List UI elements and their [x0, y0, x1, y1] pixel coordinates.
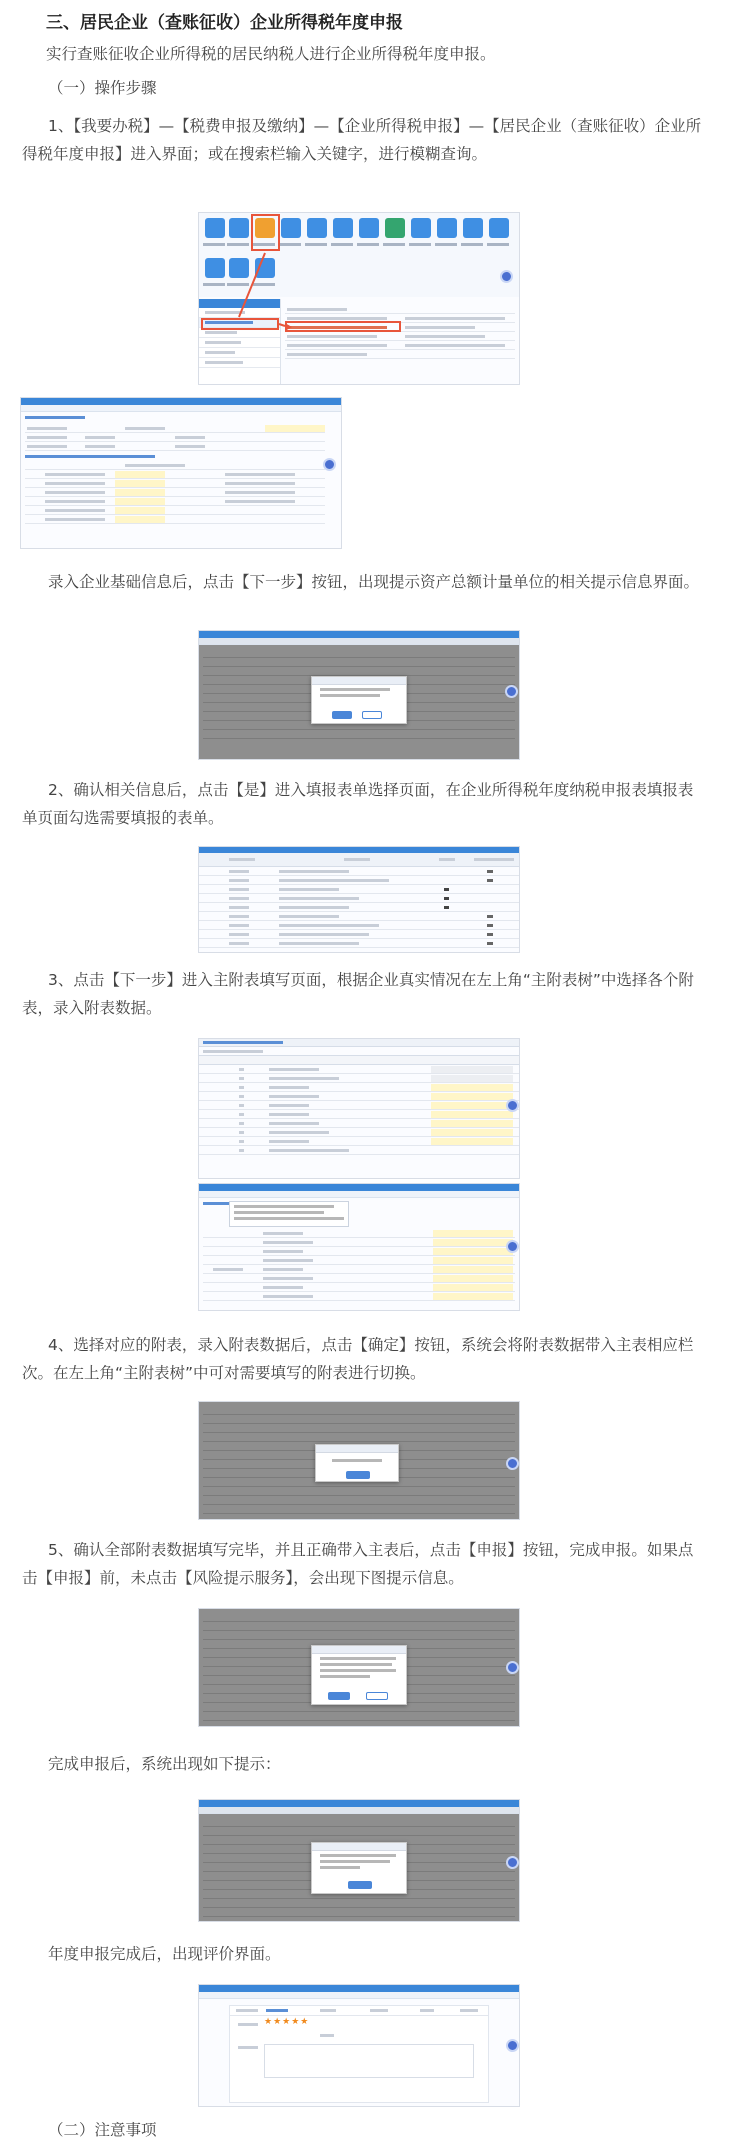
floating-assistant-icon	[506, 1661, 519, 1674]
floating-assistant-icon	[506, 1240, 519, 1253]
arrow-annotation	[199, 213, 520, 385]
evaluation-panel	[229, 2005, 489, 2103]
rating-stars-icon[interactable]: ★★★★★	[264, 2017, 310, 2027]
yes-button[interactable]	[332, 711, 352, 719]
done1-paragraph: 完成申报后，系统出现如下提示：	[48, 1755, 281, 1773]
no-button[interactable]	[362, 711, 382, 719]
screenshot-attached-table	[198, 1038, 520, 1179]
step2-paragraph: 2、确认相关信息后，点击【是】进入填报表单选择页面，在企业所得税年度纳税申报表填报表单页面勾选需要填报的表单。	[22, 781, 694, 827]
ok-button[interactable]	[348, 1881, 372, 1889]
risk-service-button[interactable]	[328, 1692, 350, 1700]
breadcrumb	[21, 405, 341, 412]
completion-dialog	[311, 1842, 407, 1894]
asset-unit-dialog	[311, 676, 407, 724]
screenshot-completion-prompt	[198, 1799, 520, 1922]
step4-paragraph: 4、选择对应的附表，录入附表数据后，点击【确定】按钮，系统会将附表数据带入主表相应栏次。在左上角“主附表树”中可对需要填写的附表进行切换。	[22, 1336, 694, 1382]
screenshot-basic-info-form	[20, 397, 342, 549]
step5-paragraph: 5、确认全部附表数据填写完毕，并且正确带入主表后，点击【申报】按钮，完成申报。如果点击【申报】前，未点击【风险提示服务】，会出现下图提示信息。	[22, 1541, 694, 1587]
screenshot-form-selection	[198, 846, 520, 953]
done2-paragraph: 年度申报完成后，出现评价界面。	[48, 1945, 281, 1963]
screenshot-confirm-dialog	[198, 1401, 520, 1520]
step3-paragraph: 3、点击【下一步】进入主附表填写页面，根据企业真实情况在左上角“主附表树”中选择各个附表，录入附表数据。	[22, 971, 694, 1017]
screenshot-risk-prompt	[198, 1608, 520, 1727]
confirm-button[interactable]	[346, 1471, 370, 1479]
screenshot-table-tree	[198, 1183, 520, 1311]
comment-textarea[interactable]	[264, 2044, 474, 2078]
screenshot-evaluation	[198, 1984, 520, 2107]
subsection-steps-heading: （一）操作步骤	[48, 79, 157, 97]
risk-prompt-dialog	[311, 1645, 407, 1705]
floating-assistant-icon	[506, 2039, 519, 2052]
screenshot-asset-unit-prompt	[198, 630, 520, 760]
floating-assistant-icon	[505, 685, 518, 698]
floating-assistant-icon	[506, 1099, 519, 1112]
step1b-paragraph: 录入企业基础信息后，点击【下一步】按钮，出现提示资产总额计量单位的相关提示信息界面。	[48, 573, 700, 591]
section-title: 三、居民企业（查账征收）企业所得税年度申报	[46, 13, 403, 33]
intro-paragraph: 实行查账征收企业所得税的居民纳税人进行企业所得税年度申报。	[46, 45, 496, 63]
table-tree-panel[interactable]	[229, 1201, 349, 1227]
step1-paragraph: 1、【我要办税】—【税费申报及缴纳】—【企业所得税申报】—【居民企业（查账征收）企业所得税年度申报】进入界面；或在搜索栏输入关键字，进行模糊查询。	[22, 117, 702, 163]
floating-assistant-icon	[506, 1856, 519, 1869]
screenshot-tax-menu	[198, 212, 520, 385]
floating-assistant-icon	[506, 1457, 519, 1470]
confirm-dialog	[315, 1444, 399, 1482]
subsection-notes-heading: （二）注意事项	[48, 2121, 157, 2139]
floating-assistant-icon	[323, 458, 336, 471]
continue-button[interactable]	[366, 1692, 388, 1700]
